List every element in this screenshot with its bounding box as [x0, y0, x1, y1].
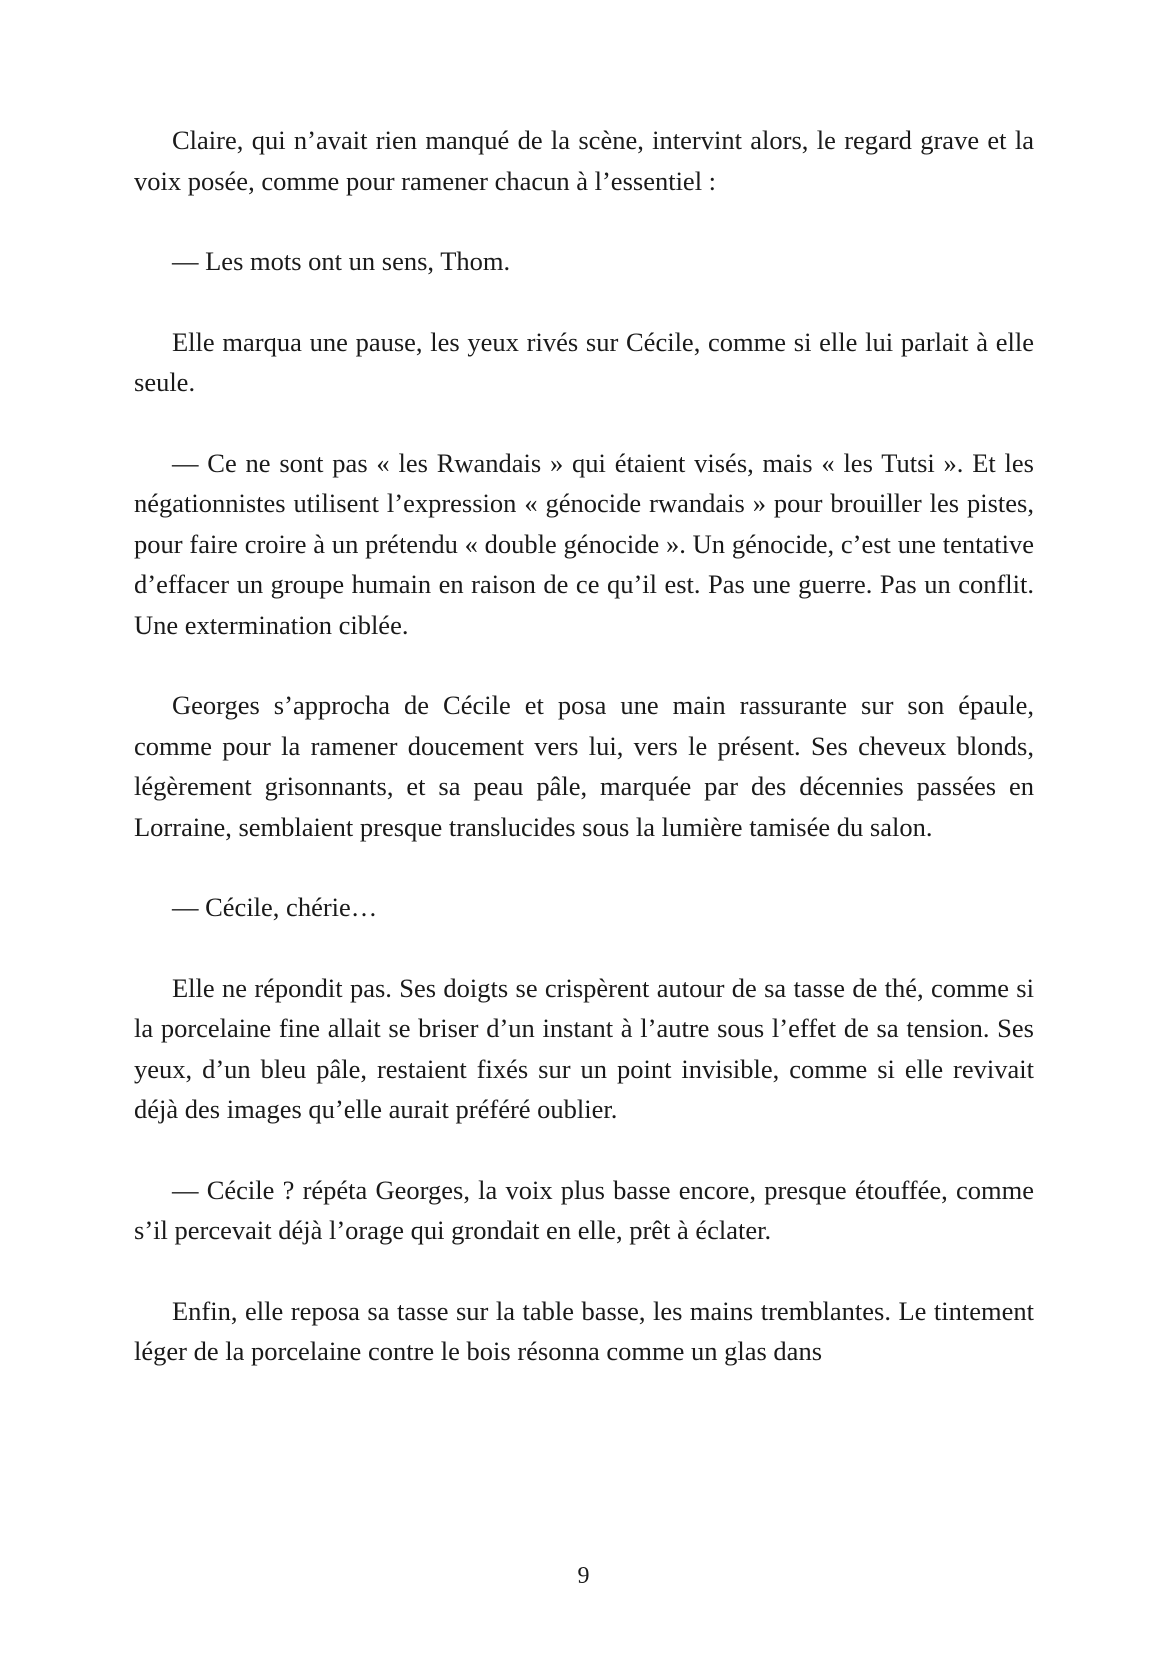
paragraph-dialogue-genocide: — Ce ne sont pas « les Rwandais » qui étaient visés, mais « les Tutsi ». Et les négationnistes utilisent l’expression « génocide rwandais » pour brouiller les pistes, pour faire croire à un prétendu « double génocide ». Un génocide, c’est une tentative d’effacer un groupe humain en raison de ce qu’il est. Pas une guerre. Pas un conflit. Une extermination ciblée.	[134, 447, 1034, 640]
paragraph-tasse: Enfin, elle reposa sa tasse sur la table basse, les mains tremblantes. Le tintement léger de la porcelaine contre le bois résonna comme un glas dans	[134, 1295, 1034, 1366]
paragraph-no-answer: Elle ne répondit pas. Ses doigts se crispèrent autour de sa tasse de thé, comme si la porcelaine fine allait se briser d’un instant à l’autre sous l’effet de sa tension. Ses yeux, d’un bleu pâle, restaient fixés sur un point invisible, comme si elle revivait déjà des images qu’elle aurait préféré oublier.	[134, 972, 1034, 1124]
page-number: 9	[577, 1563, 590, 1589]
paragraph-claire-intervention: Claire, qui n’avait rien manqué de la scène, intervint alors, le regard grave et la voix posée, comme pour ramener chacun à l’essentiel :	[134, 125, 1034, 196]
paragraph-dialogue-cecile-cherie: — Cécile, chérie…	[172, 892, 378, 922]
paragraph-georges-approach: Georges s’approcha de Cécile et posa une main rassurante sur son épaule, comme pour la ramener doucement vers lui, vers le présent. Ses cheveux blonds, légèrement grisonnants, et sa peau pâle, marquée par des décennies passées en Lorraine, semblaient presque translucides sous la lumière tamisée du salon.	[134, 690, 1034, 842]
paragraph-dialogue-thom: — Les mots ont un sens, Thom.	[172, 246, 511, 276]
paragraph-pause: Elle marqua une pause, les yeux rivés sur Cécile, comme si elle lui parlait à elle seule.	[134, 326, 1034, 397]
paragraph-dialogue-cecile-repeat: — Cécile ? répéta Georges, la voix plus basse encore, presque étouffée, comme s’il percevait déjà l’orage qui grondait en elle, prêt à éclater.	[134, 1174, 1034, 1245]
page-body	[134, 120, 1034, 1412]
